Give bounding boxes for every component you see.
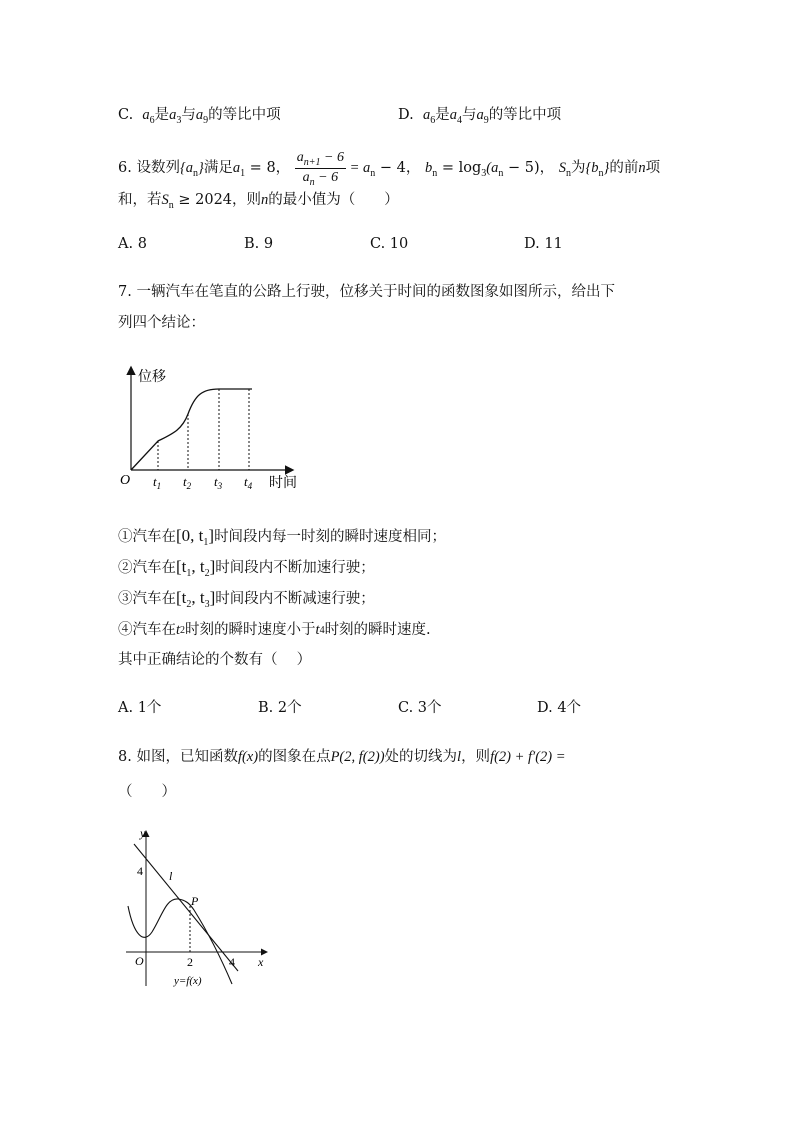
- q8-y-4: 4: [137, 864, 143, 878]
- q7-question: 其中正确结论的个数有（ ）: [118, 652, 312, 668]
- q7-displacement-graph: [112, 362, 308, 494]
- q7-statement-2: ②汽车在[$t_1$, $t_2$]时间段内不断加速行驶；: [118, 557, 375, 579]
- svg-text:t3: $t_3$: [214, 474, 223, 491]
- q6-line-1: 6. 设数列$\{a_n\}$满足$a_1 = 8$， $\frac{a_{n+1} - 6}{a_n - 6}$ = $a_n - 4$， $b_n = \log_3(a_n - 5)$， $S_n$为$\{b_n\}$的前n项: [118, 149, 661, 188]
- q8-origin: O: [135, 954, 144, 968]
- q8-caption: y=f(x): [174, 975, 202, 987]
- q7-tick-t2: t: [183, 474, 187, 489]
- q6-option-d: D. 11: [524, 236, 563, 252]
- q5-option-d: D. $a_6$是$a_4$与$a_9$的等比中项: [398, 107, 562, 126]
- q6-option-b: B. 9: [244, 236, 274, 252]
- q8-y-label: y: [140, 826, 146, 840]
- q8-curve: [128, 899, 232, 984]
- q7-origin: O: [120, 473, 131, 488]
- q7-statement-3: ③汽车在[$t_2$, $t_3$]时间段内不断减速行驶；: [118, 588, 375, 610]
- q6-option-a: A. 8: [118, 236, 147, 252]
- q7-option-b: B. 2个: [258, 700, 302, 716]
- q8-line-1: 8. 如图，已知函数f(x)的图象在点P(2, f(2))处的切线为l，则f(2) + f′(2) =: [118, 749, 566, 765]
- q7-curve: [131, 389, 252, 470]
- q8-l-label: l: [169, 869, 173, 883]
- q7-statement-1: ①汽车在[0, $t_1$]时间段内每一时刻的瞬时速度相同；: [118, 526, 447, 548]
- q7-option-c: C. 3个: [398, 700, 442, 716]
- q7-tick-t3: t: [214, 474, 218, 489]
- q8-p-label: P: [191, 894, 199, 908]
- q7-xlabel: 时间: [269, 476, 297, 491]
- q8-x-2: 2: [187, 955, 193, 969]
- q7-line-2: 列四个结论：: [118, 315, 205, 331]
- svg-text:t4: $t_4$: [244, 474, 253, 491]
- q7-option-d: D. 4个: [537, 700, 582, 716]
- q8-x-4: 4: [229, 955, 235, 969]
- q6-fraction: $\frac{a_{n+1} - 6}{a_n - 6}$: [296, 149, 344, 188]
- svg-text:t1: $t_1$: [153, 474, 162, 491]
- svg-text:t2: $t_2$: [183, 474, 192, 491]
- q6-line-2: 和，若$S_n \ge 2024$，则n的最小值为（ ）: [118, 192, 399, 211]
- q7-statement-4: ④汽车在t2时刻的瞬时速度小于t4时刻的瞬时速度.: [118, 622, 431, 638]
- q7-tick-t1: t: [153, 474, 157, 489]
- q8-x-label: x: [258, 955, 264, 969]
- q7-option-a: A. 1个: [118, 700, 162, 716]
- q7-line-1: 7. 一辆汽车在笔直的公路上行驶，位移关于时间的函数图象如图所示，给出下: [118, 284, 615, 300]
- q7-ylabel: 位移: [138, 370, 166, 385]
- q5-option-c: C. $a_6$是$a_3$与$a_9$的等比中项: [118, 107, 281, 126]
- q8-line-2: （ ）: [118, 784, 176, 800]
- q8-function-graph: [118, 826, 276, 992]
- q7-tick-t4: t: [244, 474, 248, 489]
- q6-option-c: C. 10: [370, 236, 409, 252]
